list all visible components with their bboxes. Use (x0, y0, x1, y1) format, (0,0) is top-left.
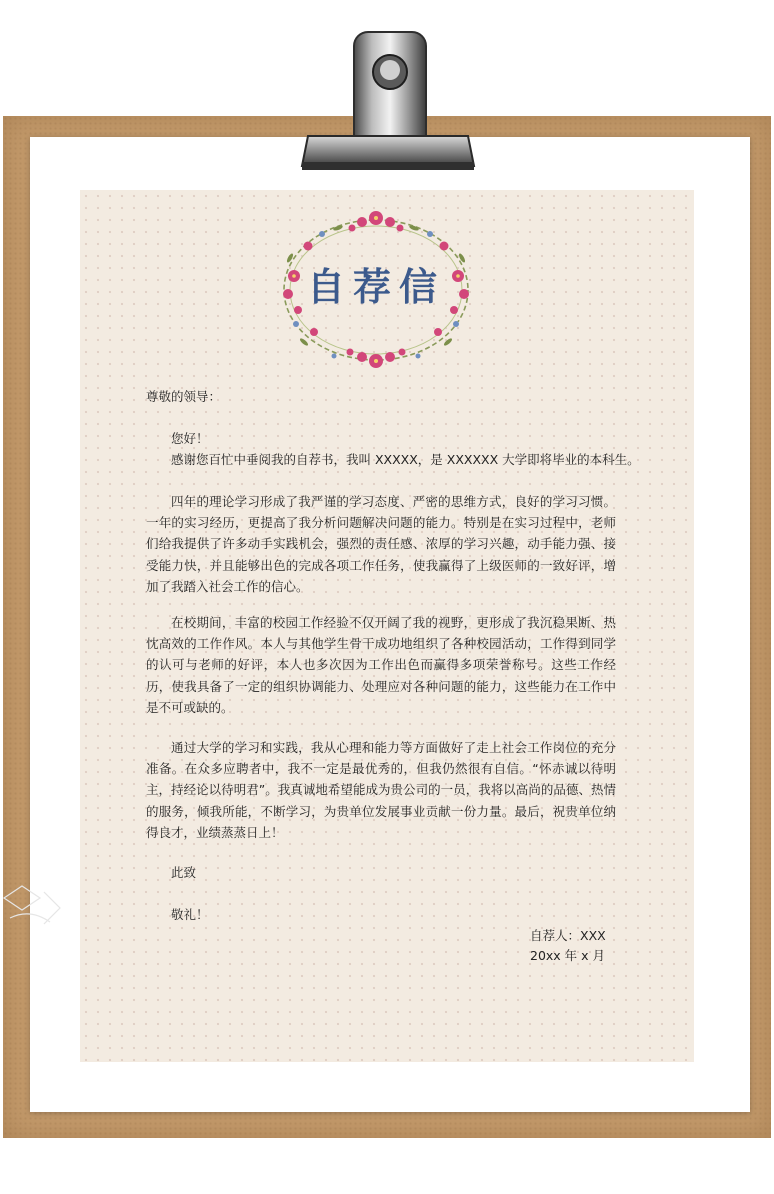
binder-clip-icon (298, 26, 478, 176)
greeting: 您好！ (171, 431, 209, 446)
paragraph-campus: 在校期间，丰富的校园工作经验不仅开阔了我的视野，更形成了我沉稳果断、热忱高效的工作作风。本人与其他学生骨干成功地组织了各种校园活动，工作得到同学的认可与老师的好评，本人也多次因为工作出色而赢得多项荣誉称号。这些工作经历，使我具备了一定的组织协调能力、处理应对各种问题的能力，这些能力在工作中是不可或缺的。 (146, 615, 616, 715)
closing-line-2: 敬礼！ (171, 907, 209, 922)
paragraph-practice: 通过大学的学习和实践，我从心理和能力等方面做好了走上社会工作岗位的充分准备。在众多应聘者中，我不一定是最优秀的，但我仍然很有自信。“怀赤诚以待明主，持经论以待明君”。我真诚地希望能成为贵公司的一员，我将以高尚的品德、热情的服务，倾我所能，不断学习，为贵单位发展事业贡献一份力量。最后，祝贵单位纳得良才，业绩蒸蒸日上！ (146, 740, 616, 840)
paragraph-study: 四年的理论学习形成了我严谨的学习态度、严密的思维方式，良好的学习习惯。一年的实习经历，更提高了我分析问题解决问题的能力。特别是在实习过程中，老师们给我提供了许多动手实践机会，强烈的责任感、浓厚的学习兴趣，动手能力强、接受能力快，并且能够出色的完成各项工作任务，使我赢得了上级医师的一致好评，增加了我踏入社会工作的信心。 (146, 494, 616, 594)
letter-title: 自荐信 (306, 264, 445, 309)
salutation: 尊敬的领导： (146, 389, 222, 404)
closing-line-1: 此致 (171, 865, 197, 880)
date: 20xx 年 x 月 (530, 948, 606, 963)
intro-line: 感谢您百忙中垂阅我的自荐书，我叫 XXXXX，是 XXXXXX 大学即将毕业的本科生。 (171, 452, 640, 467)
watermark-logo-icon (0, 878, 74, 938)
signature: 自荐人：XXX (530, 928, 606, 943)
